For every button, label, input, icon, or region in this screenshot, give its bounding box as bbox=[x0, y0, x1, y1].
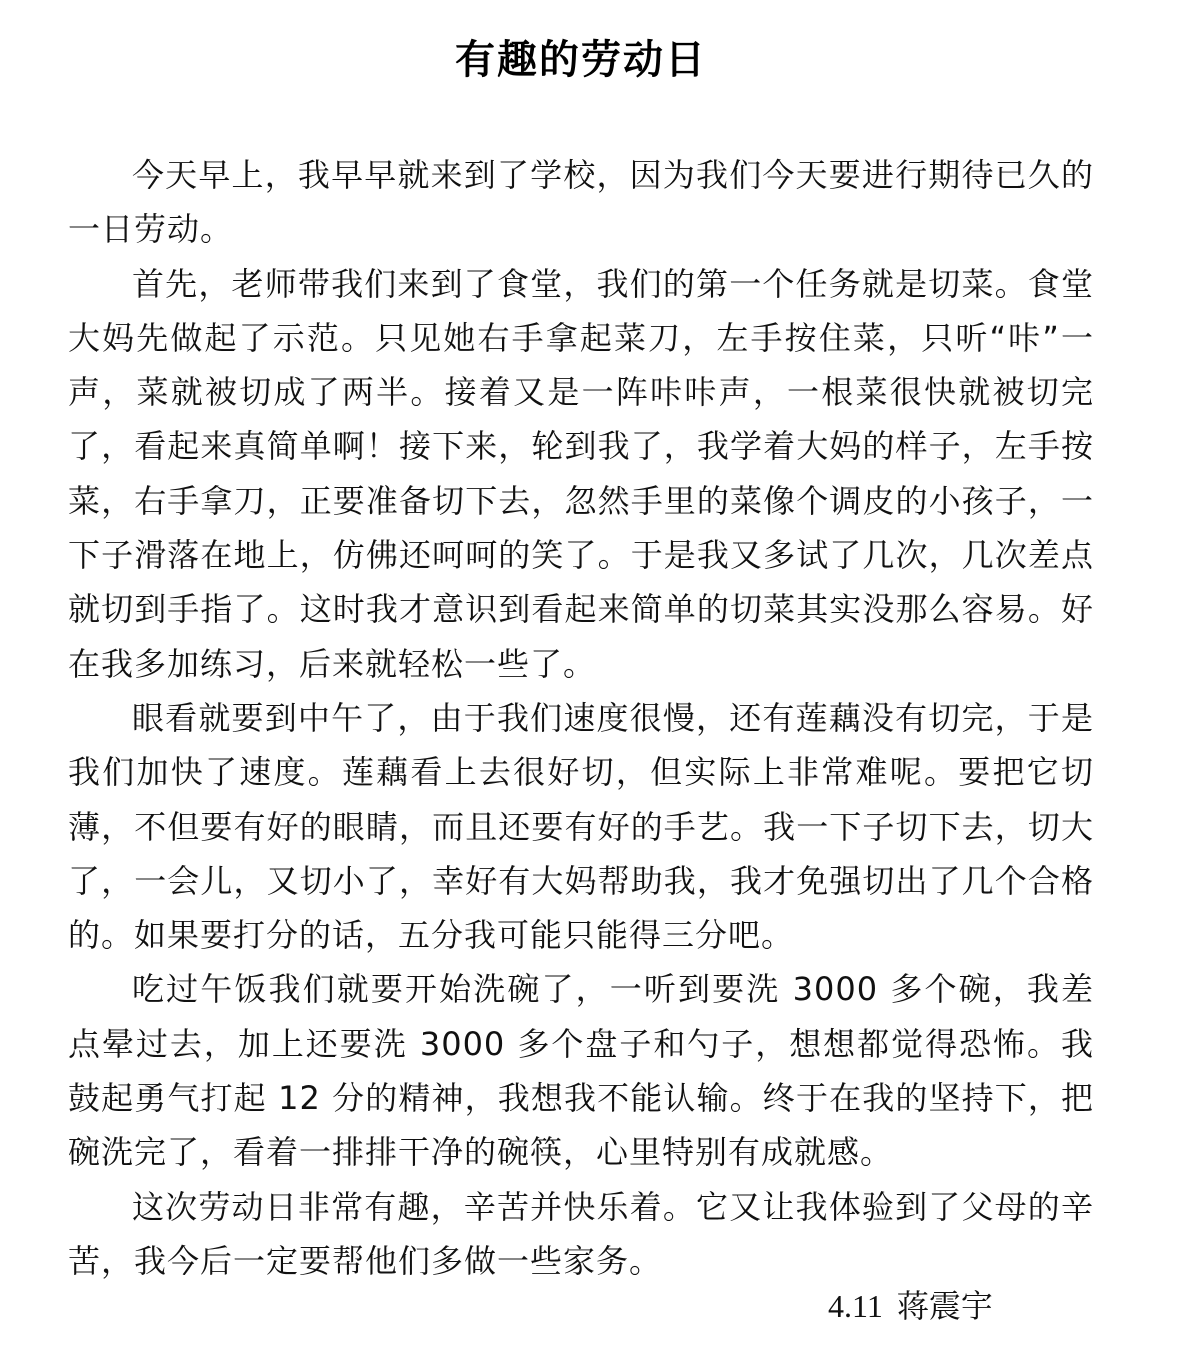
essay-paragraph-3: 眼看就要到中午了，由于我们速度很慢，还有莲藕没有切完，于是我们加快了速度。莲藕看上去很好切，但实际上非常难呢。要把它切薄，不但要有好的眼睛，而且还要有好的手艺。我一下子切下去，切大了，一会儿，又切小了，幸好有大妈帮助我，我才免强切出了几个合格的。如果要打分的话，五分我可能只能得三分吧。 bbox=[68, 698, 1094, 955]
signature-author: 蒋震宇 bbox=[896, 1288, 993, 1324]
essay-paragraph-4: 吃过午饭我们就要开始洗碗了，一听到要洗 3000 多个碗，我差点晕过去，加上还要洗 3000 多个盘子和勺子，想想都觉得恐怖。我鼓起勇气打起 12 分的精神，我想我不能认输。终于在我的坚持下，把碗洗完了，看着一排排干净的碗筷，心里特别有成就感。 bbox=[68, 970, 1094, 1172]
essay-paragraph-1: 今天早上，我早早就来到了学校，因为我们今天要进行期待已久的一日劳动。 bbox=[68, 156, 1094, 249]
signature-date: 4.11 bbox=[828, 1288, 883, 1324]
essay-paragraph-5: 这次劳动日非常有趣，辛苦并快乐着。它又让我体验到了父母的辛苦，我今后一定要帮他们多做一些家务。 bbox=[68, 1187, 1094, 1280]
essay-paragraph-2: 首先，老师带我们来到了食堂，我们的第一个任务就是切菜。食堂大妈先做起了示范。只见她右手拿起菜刀，左手按住菜，只听“咔”一声，菜就被切成了两半。接着又是一阵咔咔声，一根菜很快就被切完了，看起来真简单啊！接下来，轮到我了，我学着大妈的样子，左手按菜，右手拿刀，正要准备切下去，忽然手里的菜像个调皮的小孩子，一下子滑落在地上，仿佛还呵呵的笑了。于是我又多试了几次，几次差点就切到手指了。这时我才意识到看起来简单的切菜其实没那么容易。好在我多加练习，后来就轻松一些了。 bbox=[68, 264, 1094, 683]
signature bbox=[828, 1286, 993, 1326]
essay-title: 有趣的劳动日 bbox=[455, 36, 707, 83]
